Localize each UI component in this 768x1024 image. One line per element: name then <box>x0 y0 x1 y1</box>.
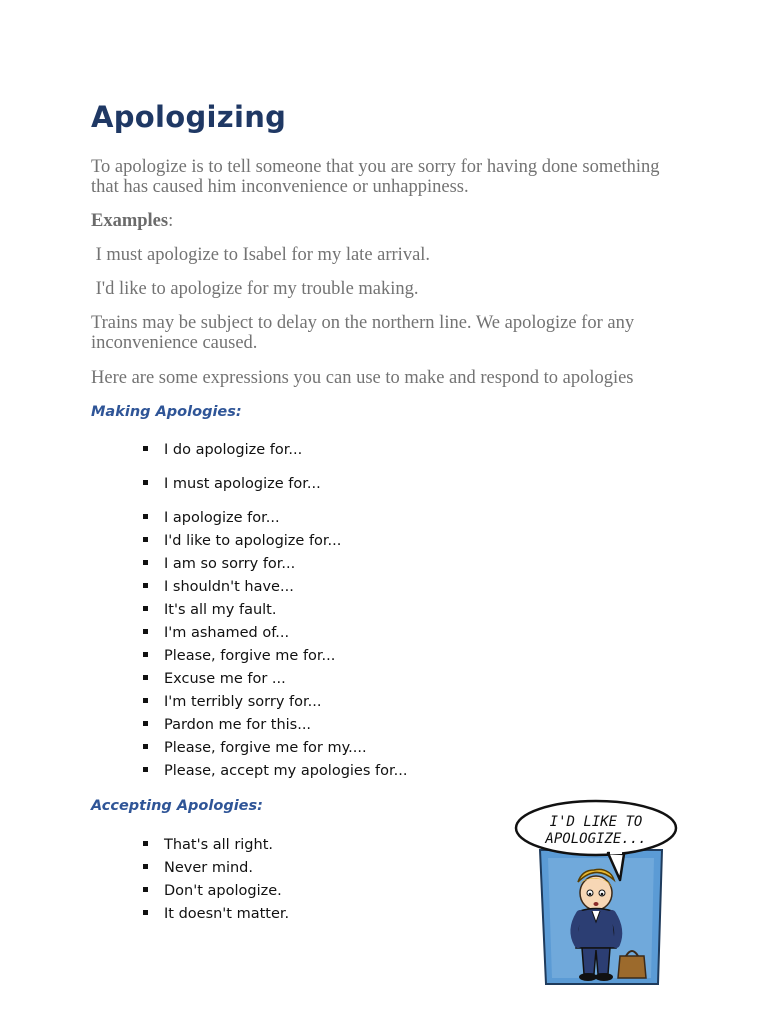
list-item: I must apologize for... <box>143 476 321 492</box>
list-item: I apologize for... <box>143 510 280 526</box>
list-item: I shouldn't have... <box>143 579 294 595</box>
bullet-icon <box>143 560 148 565</box>
list-item: That's all right. <box>143 837 273 853</box>
apologizing-cartoon-illustration <box>512 798 682 990</box>
list-item: Never mind. <box>143 860 253 876</box>
list-item: Pardon me for this... <box>143 717 311 733</box>
example-sentence-1: I must apologize to Isabel for my late arrival. <box>91 245 431 265</box>
list-item: Please, forgive me for my.... <box>143 740 367 756</box>
accepting-apologies-heading: Accepting Apologies: <box>91 798 263 814</box>
bullet-icon <box>143 841 148 846</box>
list-item: I'd like to apologize for... <box>143 533 341 549</box>
examples-label: Examples <box>91 211 169 231</box>
bullet-icon <box>143 887 148 892</box>
expressions-intro: Here are some expressions you can use to make and respond to apologies <box>91 368 634 388</box>
bullet-icon <box>143 721 148 726</box>
list-item: I am so sorry for... <box>143 556 295 572</box>
speech-bubble-line-1: I'D LIKE TO <box>549 814 643 830</box>
bullet-icon <box>143 446 148 451</box>
bullet-icon <box>143 698 148 703</box>
bullet-icon <box>143 675 148 680</box>
page-title: Apologizing <box>91 100 287 134</box>
bullet-icon <box>143 480 148 485</box>
list-item: I do apologize for... <box>143 442 302 458</box>
cartoon-bag <box>618 956 646 978</box>
list-item: Don't apologize. <box>143 883 282 899</box>
list-item: It's all my fault. <box>143 602 276 618</box>
list-item: I'm ashamed of... <box>143 625 289 641</box>
cartoon-right-shoe <box>595 973 613 981</box>
example-sentence-2: I'd like to apologize for my trouble making. <box>91 279 419 299</box>
bullet-icon <box>143 767 148 772</box>
bullet-icon <box>143 514 148 519</box>
list-item: Please, forgive me for... <box>143 648 335 664</box>
list-item: I'm terribly sorry for... <box>143 694 321 710</box>
bullet-icon <box>143 606 148 611</box>
bullet-icon <box>143 583 148 588</box>
bullet-icon <box>143 652 148 657</box>
bullet-icon <box>143 537 148 542</box>
list-item: Please, accept my apologies for... <box>143 763 407 779</box>
list-item: Excuse me for ... <box>143 671 286 687</box>
speech-bubble-line-2: APOLOGIZE... <box>545 831 647 847</box>
cartoon-left-shoe <box>579 973 597 981</box>
bullet-icon <box>143 629 148 634</box>
examples-colon: : <box>168 211 174 231</box>
examples-heading <box>91 211 691 231</box>
bullet-icon <box>143 864 148 869</box>
list-item: It doesn't matter. <box>143 906 289 922</box>
intro-paragraph: To apologize is to tell someone that you are sorry for having done something that has caused him inconvenience or unhappiness. <box>91 157 660 197</box>
bullet-icon <box>143 744 148 749</box>
cartoon-mouth <box>594 902 599 906</box>
example-sentence-3: Trains may be subject to delay on the northern line. We apologize for any inconvenience caused. <box>91 313 635 353</box>
bullet-icon <box>143 910 148 915</box>
making-apologies-heading: Making Apologies: <box>91 404 242 420</box>
